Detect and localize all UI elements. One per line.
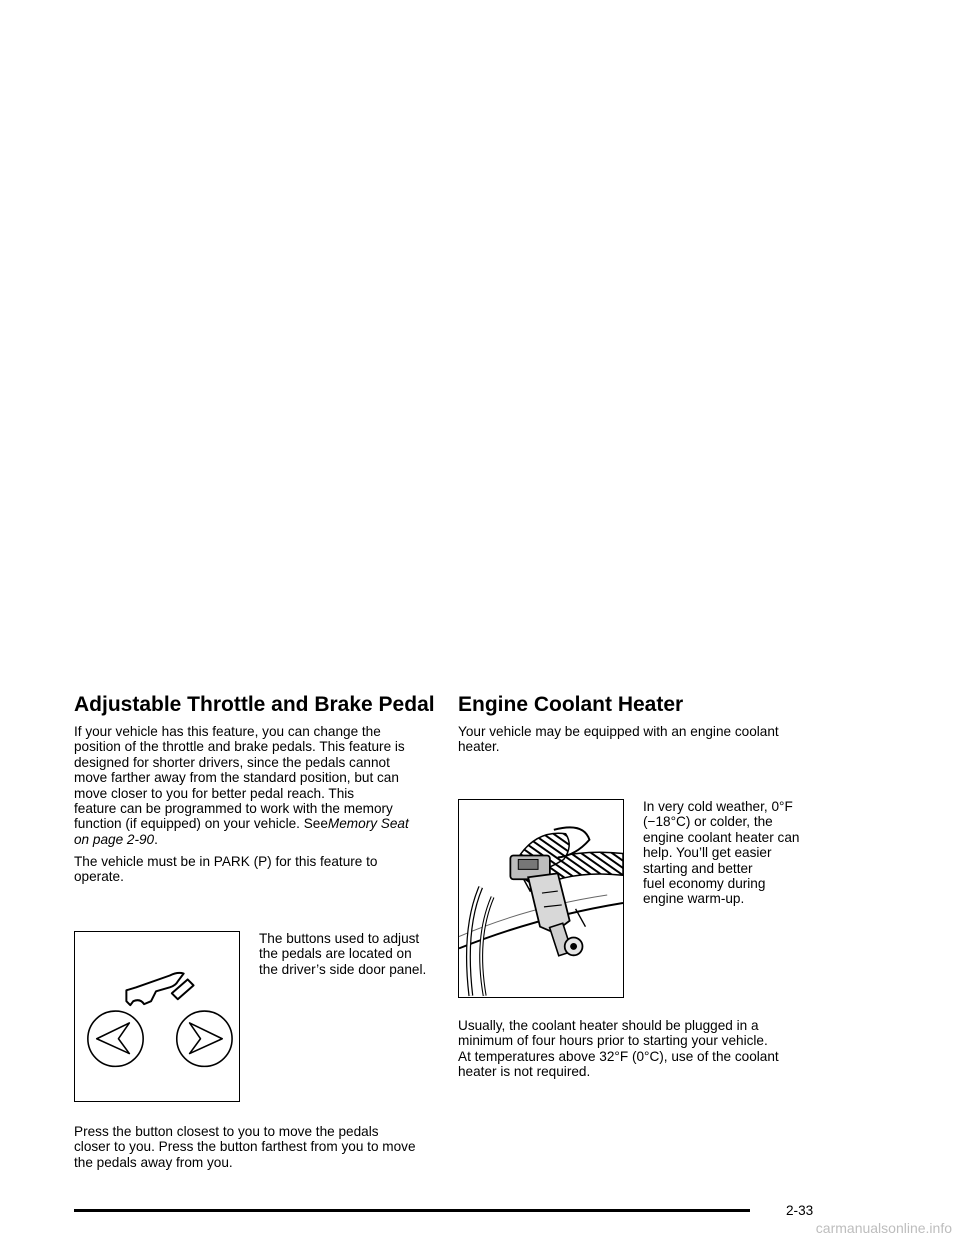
section-heading-engine-coolant-heater: Engine Coolant Heater: [458, 693, 684, 716]
section-heading-adjustable-pedals: Adjustable Throttle and Brake Pedal: [74, 693, 435, 716]
pedal-forward-button-icon: [177, 1011, 232, 1066]
engine-coolant-heater-figure: [458, 799, 624, 998]
heater-caption: In very cold weather, 0°F (−18°C) or colder, the engine coolant heater can help. You’ll get easier starting and better fuel economy during engine warm-up.: [643, 799, 800, 907]
park-requirement-paragraph: The vehicle must be in PARK (P) for this feature to operate.: [74, 854, 378, 885]
pedal-buttons-illustration: [75, 932, 239, 1101]
pedal-backward-button-icon: [88, 1011, 143, 1066]
heater-usage-paragraph: Usually, the coolant heater should be plugged in a minimum of four hours prior to starting your vehicle. At temperatures above 32°F (0°C), use of the coolant heater is not required.: [458, 1018, 779, 1080]
heater-intro-paragraph: Your vehicle may be equipped with an engine coolant heater.: [458, 724, 779, 755]
pedal-buttons-caption: The buttons used to adjust the pedals are located on the driver’s side door panel.: [259, 931, 427, 977]
memory-seat-link[interactable]: Memory Seat: [327, 816, 409, 832]
memory-seat-page-ref[interactable]: on page 2-90: [74, 831, 155, 847]
watermark: carmanualsonline.info: [815, 1220, 952, 1236]
footer-rule: [74, 1209, 750, 1212]
pedals-intro-paragraph: If your vehicle has this feature, you can change the position of the throttle and brake pedals. This feature is designed for shorter drivers, since the pedals cannot move farther away from the standard position, but can move closer to you for better pedal reach. This feature can be programmed to work with the memory function (if equipped) on your vehicle. SeeMemory Seat on page 2-90.: [74, 724, 409, 847]
pedal-icon: [126, 973, 193, 1005]
page-number: 2-33: [786, 1203, 814, 1218]
pedal-buttons-figure: [74, 931, 240, 1102]
pedal-buttons-usage-paragraph: Press the button closest to you to move the pedals closer to you. Press the button farthest from you to move the pedals away from you.: [74, 1124, 416, 1170]
engine-coolant-heater-illustration: [459, 800, 623, 997]
